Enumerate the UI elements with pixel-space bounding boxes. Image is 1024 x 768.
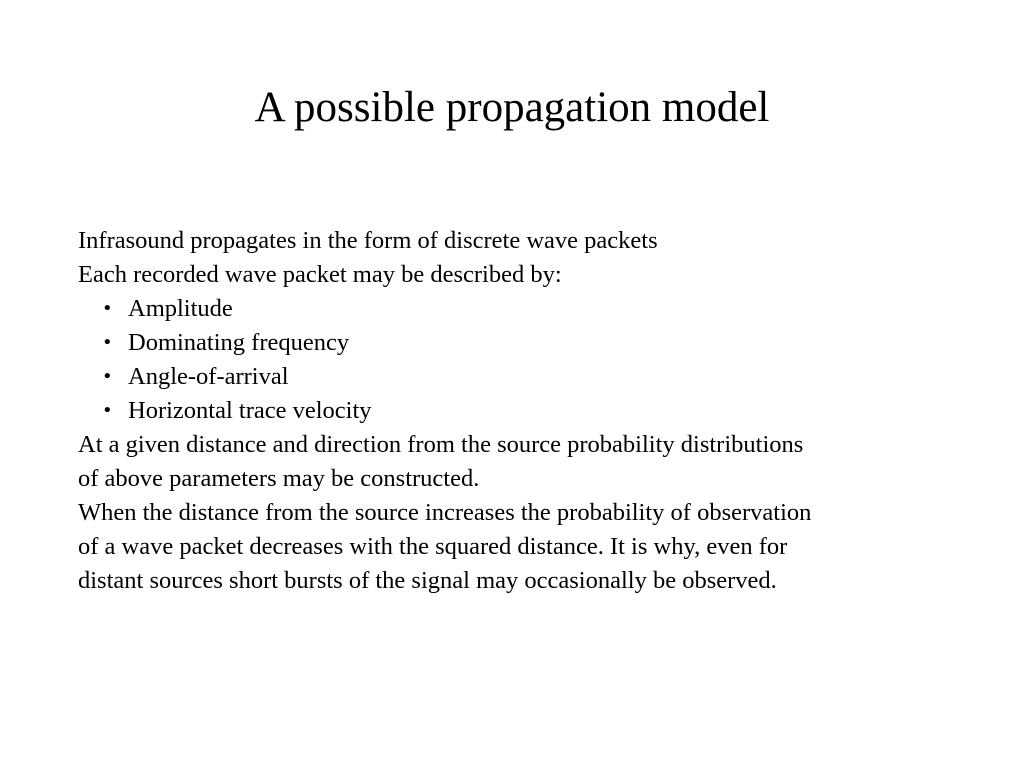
- bullet-icon: •: [102, 332, 113, 353]
- paragraph-2-line-2: of a wave packet decreases with the squared distance. It is why, even for: [78, 533, 788, 560]
- list-item-label: Angle-of-arrival: [128, 363, 289, 390]
- intro-line-2: Each recorded wave packet may be described by:: [78, 261, 562, 288]
- bullet-icon: •: [102, 400, 113, 421]
- paragraph-1-line-1: At a given distance and direction from the source probability distributions: [78, 431, 804, 458]
- list-item-label: Amplitude: [128, 295, 233, 322]
- list-item-label: Horizontal trace velocity: [128, 397, 372, 424]
- list-item: [78, 326, 978, 360]
- slide-title: A possible propagation model: [254, 84, 770, 131]
- list-item: [78, 292, 978, 326]
- slide-body: [78, 224, 978, 598]
- parameter-list: [78, 292, 978, 428]
- paragraph-2-line-1: When the distance from the source increases the probability of observation: [78, 499, 812, 526]
- list-item: [78, 394, 978, 428]
- bullet-icon: •: [102, 366, 113, 387]
- list-item-label: Dominating frequency: [128, 329, 350, 356]
- paragraph-2-line-3: distant sources short bursts of the signal may occasionally be observed.: [78, 567, 777, 594]
- bullet-icon: •: [102, 298, 113, 319]
- list-item: [78, 360, 978, 394]
- paragraph-1-line-2: of above parameters may be constructed.: [78, 465, 480, 492]
- intro-line-1: Infrasound propagates in the form of discrete wave packets: [78, 227, 658, 254]
